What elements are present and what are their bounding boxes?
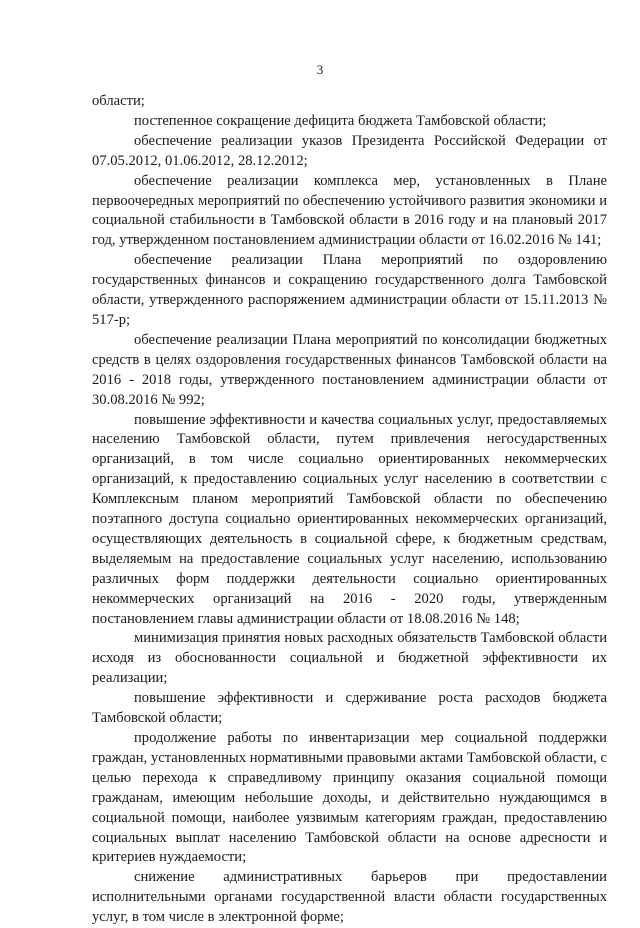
- paragraph-presidential-decrees: обеспечение реализации указов Президента Российской Федерации от 07.05.2012, 01.06.2012, 28.12.2012;: [92, 132, 607, 169]
- paragraph-administrative-barriers: снижение административных барьеров при предоставлении исполнительными органами государственной власти области государственных услуг, в том числе в электронной форме;: [92, 869, 607, 926]
- paragraph-social-support-inventory: продолжение работы по инвентаризации мер социальной поддержки граждан, установленных нормативными правовыми актами Тамбовской области, с целью перехода к справедливому принципу оказания социальной помощи гражданам, имеющим небольшие доходы, и действительно нуждающимся в социальной помощи, наиболее уязвимым категориям граждан, предоставлению социальных выплат населению Тамбовской области на основе адресности и критериев нуждаемости;: [92, 730, 607, 866]
- paragraph-deficit-reduction: постепенное сокращение дефицита бюджета Тамбовской области;: [134, 112, 547, 129]
- paragraph-priority-measures-plan: обеспечение реализации комплекса мер, установленных в Плане первоочередных мероприятий по обеспечению устойчивого развития экономики и социальной стабильности в Тамбовской области в 2016 году и на плановый 2017 год, утвержденном постановлением администрации области от 16.02.2016 № 141;: [92, 172, 607, 249]
- paragraph-continuation: области;: [92, 93, 145, 109]
- paragraph-consolidation-plan: обеспечение реализации Плана мероприятий по консолидации бюджетных средств в целях оздоровления государственных финансов Тамбовской области на 2016 - 2018 годы, утвержденного постановлением администрации области от 30.08.2016 № 992;: [92, 331, 607, 408]
- page-number: 3: [316, 62, 324, 77]
- paragraph-finance-recovery-plan: обеспечение реализации Плана мероприятий по оздоровлению государственных финансов и сокращению государственного долга Тамбовской области, утвержденного распоряжением администрации области от 15.11.2013 № 517-р;: [92, 252, 607, 328]
- paragraph-social-services: повышение эффективности и качества социальных услуг, предоставляемых населению Тамбовской области, путем привлечения негосударственных организаций, в том числе социально ориентированных некоммерческих организаций, к предоставлению социальных услуг населению в соответствии с Комплексным планом мероприятий Тамбовской области по обеспечению поэтапного доступа социально ориентированных некоммерческих организаций, осуществляющих деятельность в социальной сфере, к бюджетным средствам, выделяемым на предоставление социальных услуг населению, использованию различных форм поддержки деятельности социально ориентированных некоммерческих организаций на 2016 - 2020 годы, утвержденным постановлением главы администрации области от 18.08.2016 № 148;: [92, 411, 607, 627]
- document-body: [92, 92, 607, 928]
- paragraph-expense-efficiency: повышение эффективности и сдерживание роста расходов бюджета Тамбовской области;: [92, 690, 607, 727]
- paragraph-new-obligations: минимизация принятия новых расходных обязательств Тамбовской области исходя из обоснованности социальной и бюджетной эффективности их реализации;: [92, 630, 607, 687]
